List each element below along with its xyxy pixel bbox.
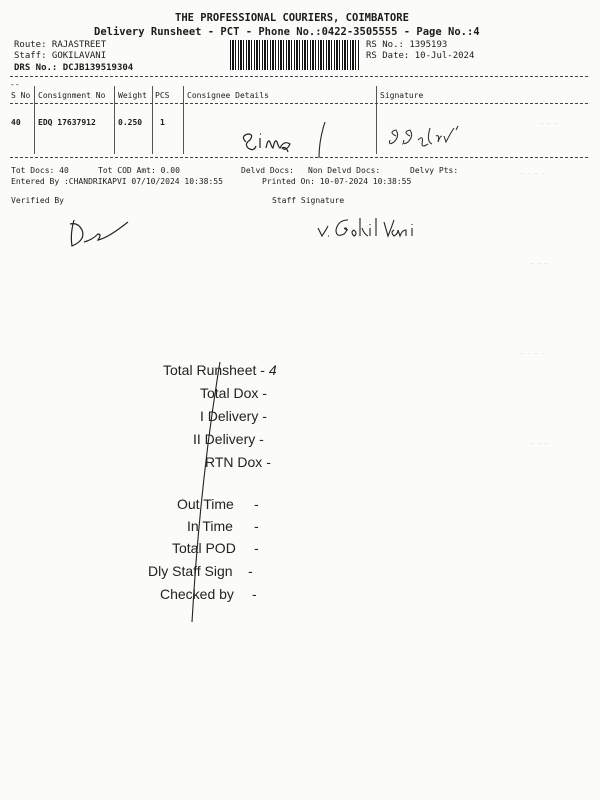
row-consignment: EDQ 17637912 bbox=[38, 118, 96, 127]
pen-stroke bbox=[190, 360, 230, 625]
non-delvd-docs: Non Delvd Docs: bbox=[308, 166, 381, 175]
divider bbox=[10, 157, 588, 158]
bleed-through-mark: — — — — bbox=[520, 170, 546, 177]
table-column-divider bbox=[183, 86, 184, 154]
stamp-total-pod: Total POD - bbox=[172, 540, 259, 556]
table-column-divider bbox=[114, 86, 115, 154]
tot-docs: Tot Docs: 40 bbox=[11, 166, 69, 175]
stamp-out-time: Out Time - bbox=[177, 496, 259, 512]
staff-label: Staff: GOKILAVANI bbox=[14, 51, 107, 61]
col-pcs: PCS bbox=[155, 91, 170, 100]
bleed-through-mark: — — — bbox=[540, 120, 559, 127]
stamp-total-dox: Total Dox - bbox=[200, 385, 267, 401]
runsheet-title: Delivery Runsheet - PCT - Phone No.:0422-3505555 - Page No.:4 bbox=[94, 26, 480, 38]
verified-signature bbox=[66, 216, 136, 256]
table-column-divider bbox=[34, 86, 35, 154]
divider bbox=[10, 103, 588, 104]
entered-by: Entered By :CHANDRIKAPVI 07/10/2024 10:38:55 bbox=[11, 177, 223, 186]
row-sno: 40 bbox=[11, 118, 21, 127]
staff-signature-label: Staff Signature bbox=[272, 196, 345, 205]
bleed-through-mark: — — — bbox=[530, 440, 549, 447]
bleed-through-mark: — — — — bbox=[520, 350, 546, 357]
bleed-through-mark: — — — bbox=[530, 260, 549, 267]
col-signature: Signature bbox=[380, 91, 424, 100]
col-consignment: Consignment No bbox=[38, 91, 106, 100]
rs-date: RS Date: 10-Jul-2024 bbox=[366, 51, 475, 61]
delvy-pts: Delvy Pts: bbox=[410, 166, 459, 175]
consignee-handwriting bbox=[240, 120, 330, 160]
printed-on: Printed On: 10-07-2024 10:38:55 bbox=[262, 177, 412, 186]
table-column-divider bbox=[152, 86, 153, 154]
stamp-rtn-dox: RTN Dox - bbox=[205, 454, 271, 470]
barcode bbox=[230, 40, 360, 70]
stamp-dly-staff-sign: Dly Staff Sign - bbox=[148, 563, 253, 579]
stamp-first-delivery: I Delivery - bbox=[200, 408, 267, 424]
row-weight: 0.250 bbox=[118, 118, 143, 127]
route-label: Route: RAJASTREET bbox=[14, 40, 107, 50]
delvd-docs: Delvd Docs: bbox=[241, 166, 294, 175]
company-title: THE PROFESSIONAL COURIERS, COIMBATORE bbox=[175, 12, 409, 24]
signature-handwriting bbox=[388, 122, 488, 158]
col-consignee: Consignee Details bbox=[187, 91, 269, 100]
stamp-total-runsheet: Total Runsheet - 4 bbox=[163, 362, 277, 378]
col-weight: Weight bbox=[118, 91, 147, 100]
stamp-checked-by: Checked by - bbox=[160, 586, 257, 602]
divider bbox=[10, 76, 588, 77]
rs-number: RS No.: 1395193 bbox=[366, 40, 448, 50]
tot-cod: Tot COD Amt: 0.00 bbox=[98, 166, 180, 175]
col-sno: S No bbox=[11, 91, 31, 100]
stamp-second-delivery: II Delivery - bbox=[193, 431, 264, 447]
staff-signature-handwriting bbox=[314, 214, 434, 244]
drs-number: DRS No.: DCJB139519304 bbox=[14, 63, 134, 73]
row-pcs: 1 bbox=[160, 118, 165, 127]
verified-by: Verified By bbox=[11, 196, 64, 205]
dash-mark: -- bbox=[10, 80, 20, 89]
table-column-divider bbox=[376, 86, 377, 154]
stamp-in-time: In Time - bbox=[187, 518, 259, 534]
